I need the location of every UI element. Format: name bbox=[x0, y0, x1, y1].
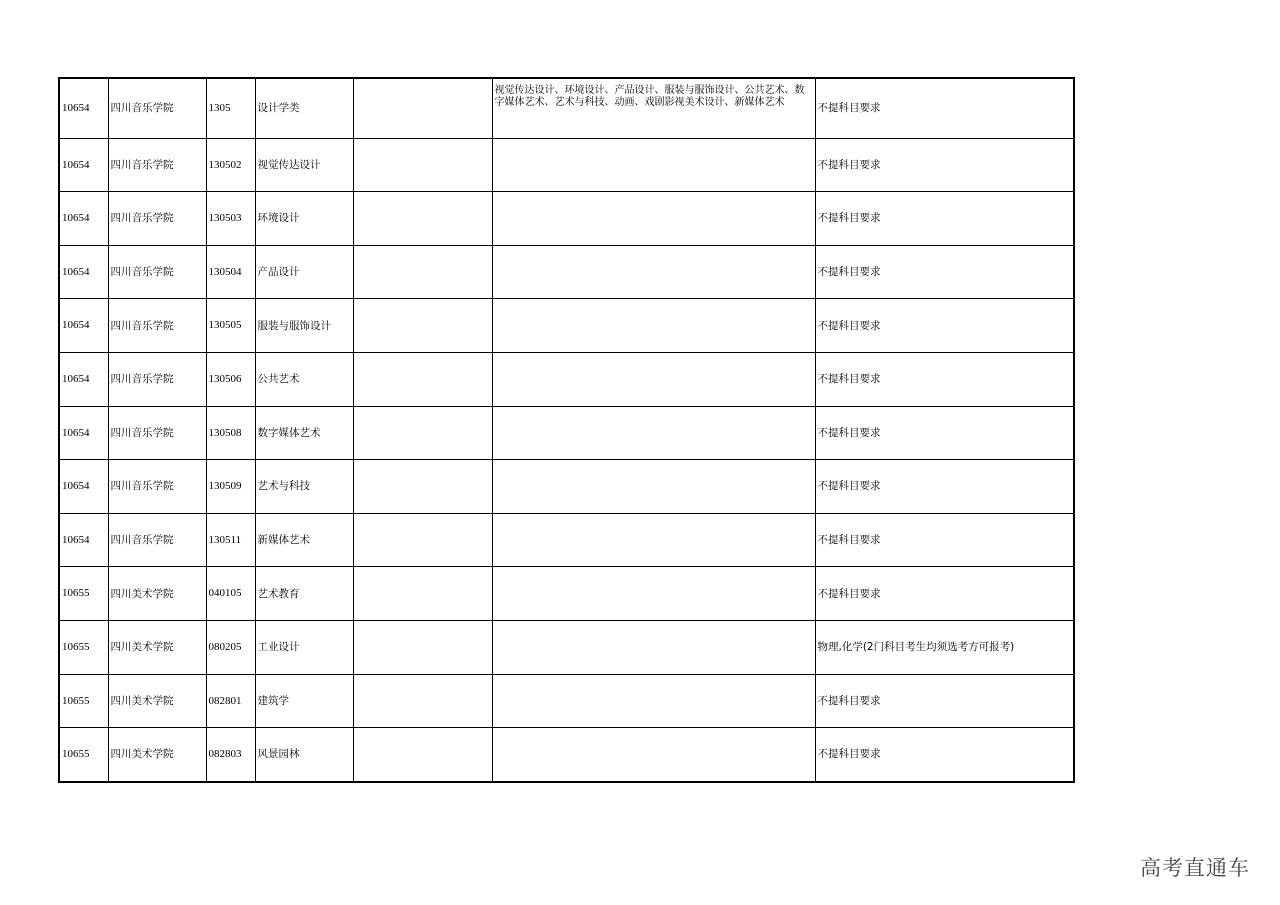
major-code-cell: 130505 bbox=[206, 299, 255, 353]
table-row bbox=[59, 299, 1074, 353]
school-name-cell: 四川音乐学院 bbox=[108, 352, 206, 406]
table-row bbox=[59, 245, 1074, 299]
school-code-cell: 10654 bbox=[59, 352, 108, 406]
table-row bbox=[59, 78, 1074, 138]
subject-requirement-cell: 不提科目要求 bbox=[815, 299, 1074, 353]
table-body bbox=[59, 78, 1074, 782]
major-code-cell: 040105 bbox=[206, 567, 255, 621]
included-majors-cell bbox=[492, 192, 815, 246]
school-code-cell: 10654 bbox=[59, 299, 108, 353]
table-row bbox=[59, 620, 1074, 674]
major-name-cell: 环境设计 bbox=[255, 192, 353, 246]
school-name-cell: 四川美术学院 bbox=[108, 728, 206, 782]
note-cell bbox=[353, 513, 492, 567]
note-cell bbox=[353, 192, 492, 246]
major-code-cell: 1305 bbox=[206, 78, 255, 138]
school-name-cell: 四川音乐学院 bbox=[108, 299, 206, 353]
watermark-text: 高考直通车 bbox=[1140, 856, 1250, 880]
school-code-cell: 10654 bbox=[59, 78, 108, 138]
included-majors-cell bbox=[492, 513, 815, 567]
major-code-cell: 130511 bbox=[206, 513, 255, 567]
note-cell bbox=[353, 674, 492, 728]
table-row bbox=[59, 674, 1074, 728]
school-code-cell: 10654 bbox=[59, 460, 108, 514]
major-name-cell: 设计学类 bbox=[255, 78, 353, 138]
table-row bbox=[59, 192, 1074, 246]
major-name-cell: 产品设计 bbox=[255, 245, 353, 299]
major-name-cell: 艺术与科技 bbox=[255, 460, 353, 514]
table-row bbox=[59, 728, 1074, 782]
school-name-cell: 四川美术学院 bbox=[108, 567, 206, 621]
school-name-cell: 四川美术学院 bbox=[108, 620, 206, 674]
included-majors-cell bbox=[492, 299, 815, 353]
major-name-cell: 视觉传达设计 bbox=[255, 138, 353, 192]
major-code-cell: 130509 bbox=[206, 460, 255, 514]
subject-requirement-cell: 不提科目要求 bbox=[815, 352, 1074, 406]
school-code-cell: 10654 bbox=[59, 245, 108, 299]
school-name-cell: 四川音乐学院 bbox=[108, 460, 206, 514]
school-code-cell: 10654 bbox=[59, 406, 108, 460]
included-majors-cell bbox=[492, 620, 815, 674]
included-majors-cell bbox=[492, 460, 815, 514]
note-cell bbox=[353, 138, 492, 192]
included-majors-cell bbox=[492, 728, 815, 782]
school-name-cell: 四川音乐学院 bbox=[108, 78, 206, 138]
note-cell bbox=[353, 567, 492, 621]
major-code-cell: 130508 bbox=[206, 406, 255, 460]
school-code-cell: 10654 bbox=[59, 138, 108, 192]
subject-requirement-cell: 不提科目要求 bbox=[815, 513, 1074, 567]
major-code-cell: 130506 bbox=[206, 352, 255, 406]
included-majors-cell bbox=[492, 138, 815, 192]
subject-requirement-cell: 不提科目要求 bbox=[815, 674, 1074, 728]
school-code-cell: 10655 bbox=[59, 728, 108, 782]
subject-requirement-cell: 不提科目要求 bbox=[815, 192, 1074, 246]
note-cell bbox=[353, 78, 492, 138]
table-row bbox=[59, 406, 1074, 460]
note-cell bbox=[353, 460, 492, 514]
table-row bbox=[59, 460, 1074, 514]
school-name-cell: 四川音乐学院 bbox=[108, 406, 206, 460]
note-cell bbox=[353, 620, 492, 674]
note-cell bbox=[353, 352, 492, 406]
note-cell bbox=[353, 299, 492, 353]
major-code-cell: 130502 bbox=[206, 138, 255, 192]
subject-requirement-cell: 不提科目要求 bbox=[815, 460, 1074, 514]
note-cell bbox=[353, 406, 492, 460]
major-name-cell: 风景园林 bbox=[255, 728, 353, 782]
major-name-cell: 公共艺术 bbox=[255, 352, 353, 406]
subject-requirement-cell: 不提科目要求 bbox=[815, 138, 1074, 192]
major-code-cell: 130504 bbox=[206, 245, 255, 299]
subject-requirement-cell: 不提科目要求 bbox=[815, 728, 1074, 782]
major-code-cell: 080205 bbox=[206, 620, 255, 674]
major-name-cell: 工业设计 bbox=[255, 620, 353, 674]
subject-requirement-cell: 物理,化学(2门科目考生均须选考方可报考) bbox=[815, 620, 1074, 674]
school-name-cell: 四川美术学院 bbox=[108, 674, 206, 728]
note-cell bbox=[353, 728, 492, 782]
subject-requirement-cell: 不提科目要求 bbox=[815, 78, 1074, 138]
school-name-cell: 四川音乐学院 bbox=[108, 513, 206, 567]
table-row bbox=[59, 352, 1074, 406]
included-majors-cell bbox=[492, 245, 815, 299]
included-majors-cell bbox=[492, 352, 815, 406]
admission-table bbox=[58, 77, 1075, 783]
major-code-cell: 082801 bbox=[206, 674, 255, 728]
table-row bbox=[59, 513, 1074, 567]
major-code-cell: 130503 bbox=[206, 192, 255, 246]
school-code-cell: 10655 bbox=[59, 567, 108, 621]
included-majors-cell bbox=[492, 406, 815, 460]
subject-requirement-cell: 不提科目要求 bbox=[815, 245, 1074, 299]
major-name-cell: 数字媒体艺术 bbox=[255, 406, 353, 460]
subject-requirement-cell: 不提科目要求 bbox=[815, 406, 1074, 460]
school-name-cell: 四川音乐学院 bbox=[108, 192, 206, 246]
major-code-cell: 082803 bbox=[206, 728, 255, 782]
major-name-cell: 服装与服饰设计 bbox=[255, 299, 353, 353]
major-name-cell: 新媒体艺术 bbox=[255, 513, 353, 567]
school-name-cell: 四川音乐学院 bbox=[108, 245, 206, 299]
major-name-cell: 艺术教育 bbox=[255, 567, 353, 621]
table-row bbox=[59, 567, 1074, 621]
school-code-cell: 10654 bbox=[59, 513, 108, 567]
included-majors-cell bbox=[492, 567, 815, 621]
included-majors-cell: 视觉传达设计、环境设计、产品设计、服装与服饰设计、公共艺术、数字媒体艺术、艺术与科技、动画、戏剧影视美术设计、新媒体艺术 bbox=[492, 78, 815, 138]
school-code-cell: 10655 bbox=[59, 674, 108, 728]
note-cell bbox=[353, 245, 492, 299]
subject-requirement-cell: 不提科目要求 bbox=[815, 567, 1074, 621]
school-name-cell: 四川音乐学院 bbox=[108, 138, 206, 192]
school-code-cell: 10654 bbox=[59, 192, 108, 246]
major-name-cell: 建筑学 bbox=[255, 674, 353, 728]
school-code-cell: 10655 bbox=[59, 620, 108, 674]
included-majors-cell bbox=[492, 674, 815, 728]
table-row bbox=[59, 138, 1074, 192]
